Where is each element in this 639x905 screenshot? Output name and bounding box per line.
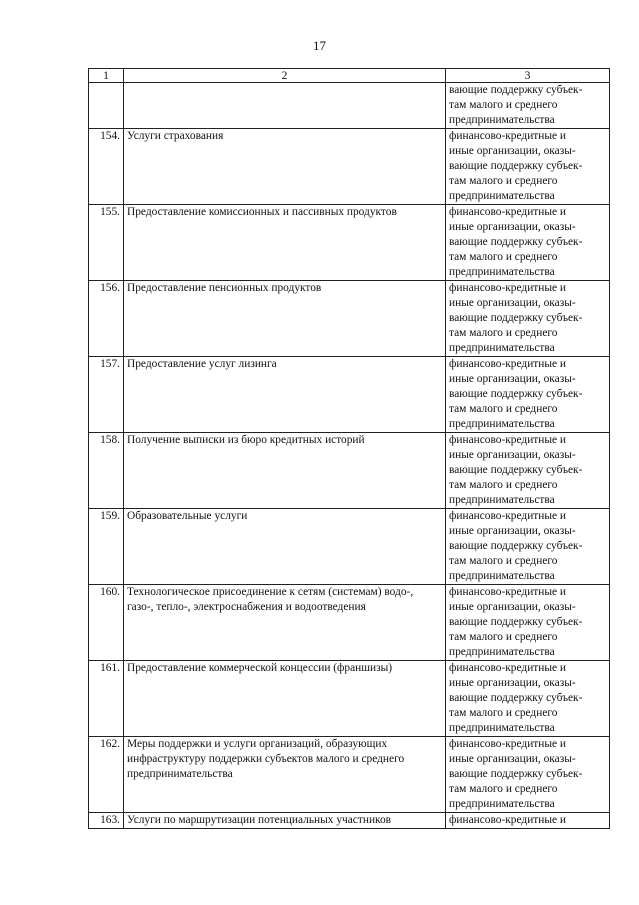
column-header-2: 2	[124, 69, 446, 83]
row-number: 159.	[89, 509, 124, 585]
table-row	[89, 585, 610, 661]
row-service: Услуги по маршрутизации потенциальных участников	[124, 813, 446, 829]
row-number: 161.	[89, 661, 124, 737]
row-number: 162.	[89, 737, 124, 813]
page-number: 17	[313, 38, 326, 53]
row-number: 154.	[89, 129, 124, 205]
table-header-row	[89, 69, 610, 83]
row-service: Предоставление комиссионных и пассивных продуктов	[124, 205, 446, 281]
row-provider: финансово-кредитные и иные организации, оказы- вающие поддержку субъек- там малого и среднего предпринимательства	[446, 129, 610, 205]
table-row	[89, 661, 610, 737]
row-provider: финансово-кредитные и иные организации, оказы- вающие поддержку субъек- там малого и среднего предпринимательства	[446, 281, 610, 357]
row-provider: финансово-кредитные и иные организации, оказы- вающие поддержку субъек- там малого и среднего предпринимательства	[446, 661, 610, 737]
row-provider: финансово-кредитные и иные организации, оказы- вающие поддержку субъек- там малого и среднего предпринимательства	[446, 737, 610, 813]
table-row	[89, 205, 610, 281]
row-provider: финансово-кредитные и иные организации, оказы- вающие поддержку субъек- там малого и среднего предпринимательства	[446, 433, 610, 509]
column-header-1: 1	[89, 69, 124, 83]
row-number: 158.	[89, 433, 124, 509]
row-number: 160.	[89, 585, 124, 661]
row-provider: финансово-кредитные и иные организации, оказы- вающие поддержку субъек- там малого и среднего предпринимательства	[446, 205, 610, 281]
services-table	[88, 68, 610, 829]
table-row	[89, 357, 610, 433]
row-number: 157.	[89, 357, 124, 433]
row-number	[89, 83, 124, 129]
row-provider: финансово-кредитные и	[446, 813, 610, 829]
row-service: Предоставление коммерческой концессии (франшизы)	[124, 661, 446, 737]
row-number: 156.	[89, 281, 124, 357]
row-service: Образовательные услуги	[124, 509, 446, 585]
row-number: 163.	[89, 813, 124, 829]
row-provider: финансово-кредитные и иные организации, оказы- вающие поддержку субъек- там малого и среднего предпринимательства	[446, 357, 610, 433]
table-row-continuation	[89, 83, 610, 129]
row-provider: вающие поддержку субъек- там малого и среднего предпринимательства	[446, 83, 610, 129]
row-service	[124, 83, 446, 129]
row-provider: финансово-кредитные и иные организации, оказы- вающие поддержку субъек- там малого и среднего предпринимательства	[446, 509, 610, 585]
row-service: Услуги страхования	[124, 129, 446, 205]
column-header-3: 3	[446, 69, 610, 83]
row-service: Меры поддержки и услуги организаций, образующих инфраструктуру поддержки субъектов малого и среднего предпринимательства	[124, 737, 446, 813]
row-service: Предоставление пенсионных продуктов	[124, 281, 446, 357]
table-row	[89, 509, 610, 585]
row-service: Получение выписки из бюро кредитных историй	[124, 433, 446, 509]
row-service: Предоставление услуг лизинга	[124, 357, 446, 433]
row-service: Технологическое присоединение к сетям (системам) водо-, газо-, тепло-, электроснабжения и водоотведения	[124, 585, 446, 661]
table-row	[89, 433, 610, 509]
table-row	[89, 813, 610, 829]
table-row	[89, 281, 610, 357]
table-row	[89, 737, 610, 813]
row-provider: финансово-кредитные и иные организации, оказы- вающие поддержку субъек- там малого и среднего предпринимательства	[446, 585, 610, 661]
table-row	[89, 129, 610, 205]
row-number: 155.	[89, 205, 124, 281]
